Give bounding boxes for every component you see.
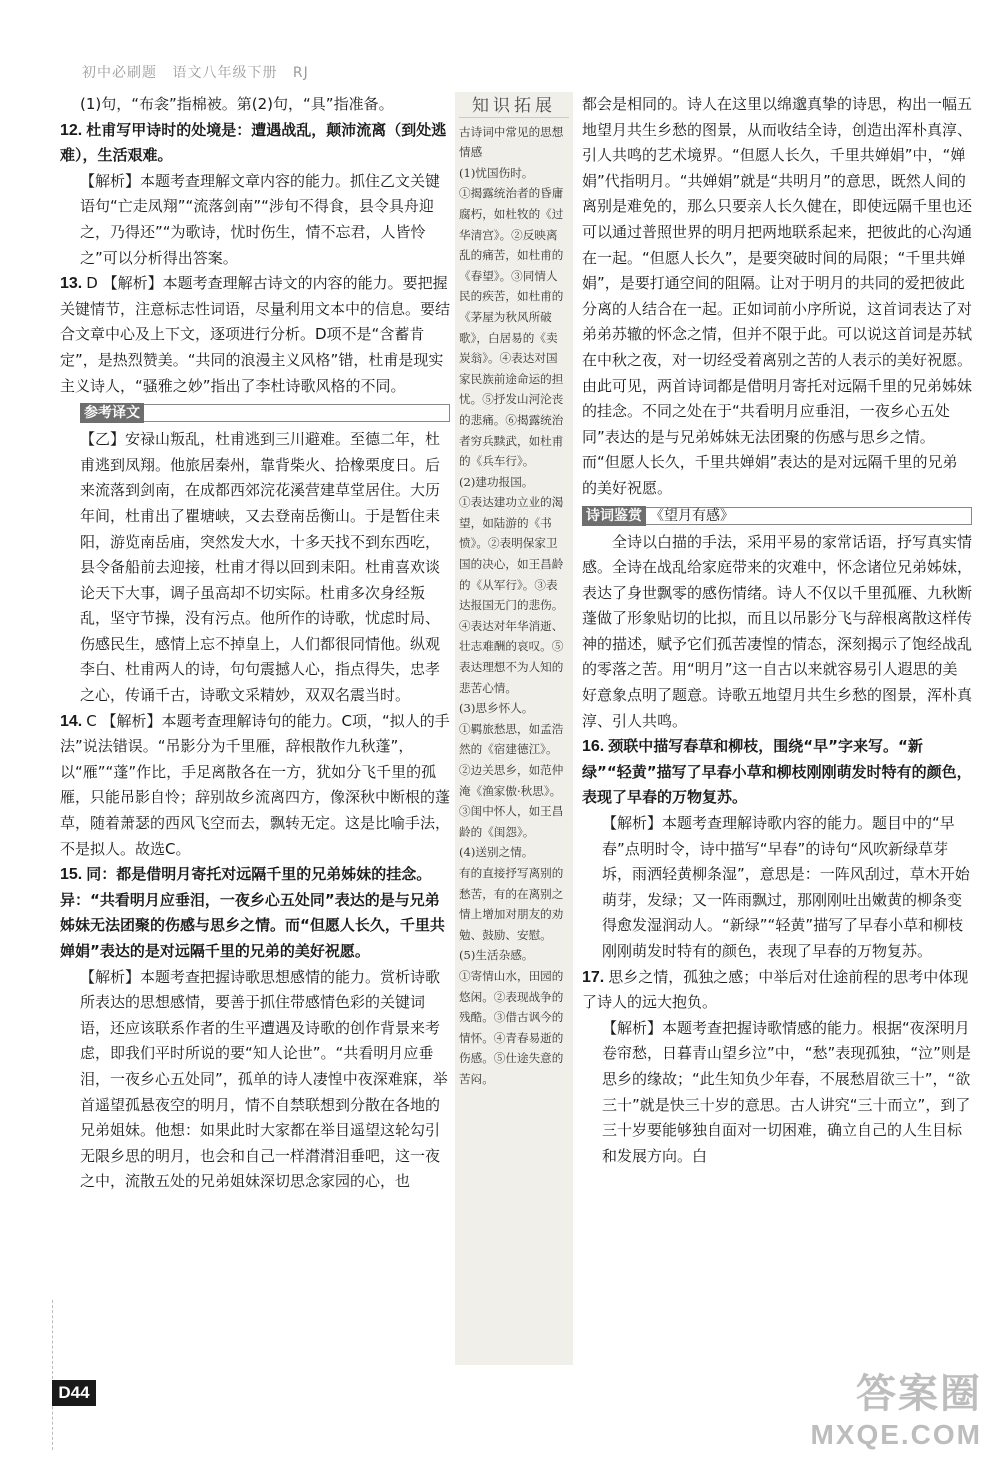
q13-text: D 【解析】本题考查理解古诗文的内容的能力。要把握关键情节，注意标志性词语，尽量利用文本中的信息。要结合文章中心及上下文，逐项进行分析。D项不是“含蓄肯定”，是热烈赞美。“共同的浪漫主义风格”错，杜甫是现实主义诗人，“骚雅之妙”指出了李杜诗歌风格的不同。 — [60, 274, 451, 395]
question-16 — [582, 734, 972, 811]
series-name: 初中必刷题 — [82, 65, 157, 81]
q12-number: 12. — [60, 121, 83, 139]
q12-answer: 杜甫写甲诗时的处境是：遭遇战乱，颠沛流离（到处逃难），生活艰难。 — [60, 120, 447, 165]
margin-rule — [52, 1300, 53, 1450]
q11-tail: (1)句，“布衾”指棉被。第(2)句，“具”指准备。 — [80, 95, 394, 113]
question-13 — [60, 271, 450, 399]
question-12 — [60, 118, 450, 169]
subject-name: 语文八年级下册 — [172, 65, 278, 81]
right-column — [582, 92, 972, 1169]
q13-number: 13. — [60, 275, 83, 293]
q16-explanation: 【解析】本题考查理解诗歌内容的能力。题目中的“早春”点明时令，诗中描写“早春”的诗句“风吹新绿草芽坼，雨洒轻黄柳条湿”，意思是：一阵风刮过，草木开始萌芽，发绿；又一阵雨飘过，那刚刚吐出嫩黄的柳条变得愈发湿润动人。“新绿”“轻黄”描写了早春小草和柳枝刚刚萌发时特有的颜色，表现了早春的万物复苏。 — [602, 814, 970, 960]
watermark-url: MXQE.COM — [810, 1419, 982, 1450]
q14-number: 14. — [60, 712, 83, 730]
section-translation-label: 参考译文 — [80, 403, 144, 423]
appreciation-text: 全诗以白描的手法，采用平易的家常话语，抒写真实情感。全诗在战乱给家庭带来的灾难中，怀念诸位兄弟姊妹，表达了身世飘零的感伤情绪。诗人不仅以千里孤雁、九秋断蓬做了形象贴切的比拟，而且以吊影分飞与辞根离散这样传神的描述，赋予它们孤苦凄惶的情态，深刻揭示了饱经战乱的零落之苦。用“明月”这一自古以来就容易引人遐思的美好意象点明了题意。诗歌五地望月共生乡愁的图景，浑朴真淳、引人共鸣。 — [582, 532, 973, 730]
q15-explanation: 【解析】本题考查把握诗歌思想感情的能力。赏析诗歌所表达的思想感情，要善于抓住带感情色彩的关键词语，还应该联系作者的生平遭遇及诗歌的创作背景来考虑，即我们平时所说的要“知人论世”。“共看明月应垂泪，一夜乡心五处同”，孤单的诗人凄惶中夜深难寐，举首遥望孤悬夜空的明月，情不自禁联想到分散在各地的兄弟姐妹。他想：如果此时大家都在举目遥望这轮勾引无限乡思的明月，也会和自己一样潸潸泪垂吧，这一夜之中，流散五处的兄弟姐妹深切思念家园的心，也 — [80, 967, 448, 1191]
running-header — [82, 62, 319, 82]
section-translation-header — [80, 403, 450, 423]
q17-number: 17. — [582, 968, 605, 986]
edition-label: RJ — [292, 65, 309, 81]
section-translation-rule — [144, 404, 450, 422]
page-number: D44 — [52, 1380, 96, 1406]
q12-explanation: 【解析】本题考查理解文章内容的能力。抓住乙文关键语句“亡走凤翔”“流落剑南”“涉旬不得食，县令具舟迎之，乃得还”“为歌诗，忧时伤生，情不忘君，人皆怜之”可以分析得出答案。 — [80, 171, 441, 267]
section-appreciation-header — [582, 506, 972, 526]
q17-explanation: 【解析】本题考查把握诗歌情感的能力。根据“夜深明月卷帘愁，日暮青山望乡泣”中，“愁”表现孤独，“泣”则是思乡的缘故；“此生知负少年春，不展愁眉欲三十”，“欲三十”就是快三十岁的意思。古人讲究“三十而立”，到了三十岁要能够独自面对一切困难，确立自己的人生目标和发展方向。白 — [602, 1018, 971, 1165]
q16-number: 16. — [582, 738, 605, 756]
left-column — [60, 92, 450, 1195]
q15-number: 15. — [60, 866, 83, 884]
sidebar-title: 知识拓展 — [459, 96, 569, 118]
section-appreciation-label: 诗词鉴赏 — [582, 506, 646, 526]
question-17 — [582, 965, 972, 1016]
q15-answer: 同：都是借明月寄托对远隔千里的兄弟姊妹的挂念。异：“共看明月应垂泪，一夜乡心五处同”表达的是与兄弟姊妹无法团聚的伤感与思乡之情。而“但愿人长久，千里共婵娟”表达的是对远隔千里的兄弟的美好祝愿。 — [60, 865, 445, 960]
translation-text: 【乙】安禄山叛乱，杜甫逃到三川避难。至德二年，杜甫逃到凤翔。他旅居秦州，靠背柴火、拾橡栗度日。后来流落到剑南，在成都西郊浣花溪营建草堂居住。大历年间，杜甫出了瞿塘峡，又去登南岳衡山。于是暂住耒阳，游览南岳庙，突然发大水，十多天找不到东西吃，县令备船前去迎接，杜甫才得以回到耒阳。杜甫喜欢谈论天下大事，调子虽高却不切实际。杜甫多次身经叛乱，坚守节操，没有污点。他所作的诗歌，忧虑时局、伤感民生，感情上忘不掉皇上，人们都很同情他。纵观李白、杜甫两人的诗，句句震撼人心，指点得失，忠孝之心，传诵千古，诗歌文采精妙，双双名震当时。 — [80, 430, 441, 705]
watermark-logo: 答案圈 — [856, 1372, 982, 1416]
question-15 — [60, 862, 450, 964]
q16-answer: 颈联中描写春草和柳枝，围绕“早”字来写。“新绿”“轻黄”描写了早春小草和柳枝刚刚萌发时特有的颜色，表现了早春的万物复苏。 — [582, 737, 972, 807]
section-appreciation-title: 《望月有感》 — [646, 507, 972, 525]
q15-continued: 都会是相同的。诗人在这里以绵邈真挚的诗思，构出一幅五地望月共生乡愁的图景，从而收结全诗，创造出浑朴真淳、引人共鸣的艺术境界。“但愿人长久，千里共婵娟”中，“婵娟”代指明月。“共婵娟”就是“共明月”的意思，既然人间的离别是难免的，那么只要亲人长久健在，即使远隔千里也还可以通过普照世界的明月把两地联系起来，把彼此的心沟通在一起。“但愿人长久”，是要突破时间的局限；“千里共婵娟”，是要打通空间的阻隔。让对于明月的共同的爱把彼此分离的人结合在一起。正如词前小序所说，这首词表达了对弟弟苏辙的怀念之情，但并不限于此。可以说这首词是苏轼在中秋之夜，对一切经受着离别之苦的人表示的美好祝愿。由此可见，两首诗词都是借明月寄托对远隔千里的兄弟姊妹的挂念。不同之处在于“共看明月应垂泪，一夜乡心五处同”表达的是与兄弟姊妹无法团聚的伤感与思乡之情。而“但愿人长久，千里共婵娟”表达的是对远隔千里的兄弟的美好祝愿。 — [582, 95, 973, 497]
watermark — [810, 1362, 982, 1451]
question-14 — [60, 709, 450, 863]
q14-text: C 【解析】本题考查理解诗句的能力。C项，“拟人的手法”说法错误。“吊影分为千里雁，辞根散作九秋蓬”，以“雁”“蓬”作比，手足离散各在一方，犹如分飞千里的孤雁，只能吊影自怜；辞别故乡流离四方，像深秋中断根的蓬草，随着萧瑟的西风飞空而去，飘转无定。这是比喻手法，不是拟人。故选C。 — [60, 711, 451, 858]
q17-answer: 思乡之情，孤独之感；中举后对仕途前程的思考中体现了诗人的远大抱负。 — [582, 967, 969, 1012]
knowledge-sidebar — [455, 92, 573, 1365]
sidebar-text: 古诗词中常见的思想情感 (1)忧国伤时。 ①揭露统治者的昏庸腐朽，如杜牧的《过华清宫》。②反映离乱的痛苦，如杜甫的《春望》。③同情人民的疾苦，如杜甫的《茅屋为秋风所破歌》，白居易的《卖炭翁》。④表达对国家民族前途命运的担忧。⑤抒发山河沦丧的悲痛。⑥揭露统治者穷兵黩武，如杜甫的《兵车行》。 (2)建功报国。 ①表达建功立业的渴望，如陆游的《书愤》。②表明保家卫国的决心，如王昌龄的《从军行》。③表达报国无门的悲伤。④表达对年华消逝、壮志难酬的哀叹。⑤表达理想不为人知的悲苦心情。 (3)思乡怀人。 ①羁旅愁思，如孟浩然的《宿建德江》。②边关思乡，如范仲淹《渔家傲·秋思》。③闺中怀人，如王昌龄的《闺怨》。 (4)送别之情。 有的直接抒写离别的愁苦，有的在离别之情上增加对朋友的劝勉、鼓励、安慰。 (5)生活杂感。 ①寄情山水，田园的悠闲。②表现战争的残酷。③借古讽今的情怀。④青春易逝的伤感。⑤仕途失意的苦闷。 — [459, 124, 564, 1086]
